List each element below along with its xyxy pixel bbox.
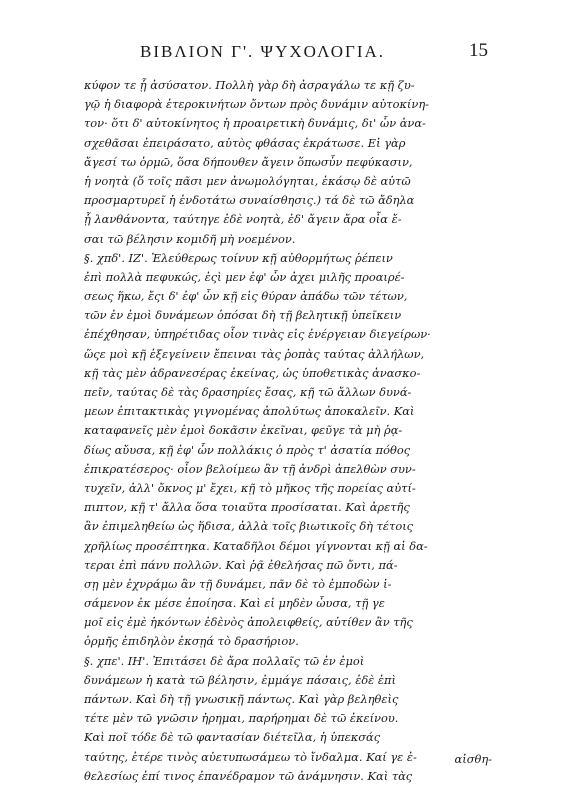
text-line: δίως αὔυσα, κῇ ἐφ' ὧν πολλάκις ὁ πρὸς τ' ἀσατία πόθος [84,442,411,457]
text-line: μεων ἐπιτακτικὰς γιγνομένας ἀπολύτως ἀποκαλεῖν. Καὶ [84,404,415,419]
text-line: πιπτον, κῇ τ' ἄλλα ὅσα τοιαῦτα προσίσαται. Καὶ ἀρετῆς [84,500,410,515]
section-heading-line: §. χπδ'. ΙΖ'. Ἐλεύθερως τοίνυν κῇ αὐθορμήτως ῥέπειν [84,250,393,265]
text-line: μοῖ εἰς ἐμὲ ἡκόντων ἐδὲνὸς ἀπολειφθείς, αὐτίθεν ἂν τῆς [84,615,413,630]
text-line: προσμαρτυρεῖ ἡ ἐνδοτάτω συναίσθησις.) τά δὲ τῶ ἄδηλα [84,193,415,208]
running-head [88,36,488,66]
text-line: τον· ὅτι δ' αὐτοκίνητος ἡ προαιρετικὴ δυνάμις, δι' ὧν ἀνα- [84,116,426,131]
text-line: σάμενον ἐκ μέσε ἐποίησα. Καὶ εἰ μηδὲν ὦυσα, τῇ γε [84,596,385,611]
text-line: τῶν ἐν ἐμοὶ δυνάμεων ὁπόσαι δὴ τῇ βελητικῇ ὑπεῖκειν [84,308,402,323]
page-number: 15 [469,40,488,61]
text-line: ἐπικρατέσερος· οἷον βελοίμεω ἂν τῇ ἀνδρὶ ἀπελθὼν συν- [84,461,416,476]
text-line: σαι τῶ βέλησιν κομιδῆ μὴ νοεμένον. [84,231,296,246]
text-line: τέτε μὲν τῶ γνῶσιν ἠρημαι, παρήρημαι δὲ τῶ ἐκείνου. [84,711,399,726]
text-line: ἡ νοητὰ (ὅ τοῖς πᾶσι μεν ἀνωμολόγηται, ἑκάσῳ δὲ αὐτῶ [84,173,411,188]
text-line: ὥςε μοὶ κῇ ἐξεγείνειν ἔπειναι τὰς ῥοπὰς ταύτας ἀλλήλων, [84,346,425,361]
text-line: κύφον τε ᾗ ἀσύσατον. Πολλὴ γὰρ δὴ ἀσραγάλω τε κῇ ζυ- [84,78,415,92]
text-line: κῇ τὰς μὲν ἀδρανεσέρας ἐκείνας, ὡς ὑποθετικὰς ἀνασκο- [84,365,421,380]
text-line: σεως ἥκω, ἔςι δ' ἐφ' ὧν κῇ εἰς θύραν ἀπάδω τῶν τέτων, [84,289,408,304]
text-line: σχεθᾶσαι ἐπειράσατο, αὐτὸς φθάσας ἐκράτωσε. Εἰ γὰρ [84,135,406,150]
text-line: καταφανεῖς μὲν ἐμοὶ δοκᾶσιν ἐκεῖναι, φεῦγε τὰ μὴ ῥᾳ- [84,423,403,438]
catchword: αἰσθη- [454,752,492,766]
text-line: θελεσίως ἐπί τινος ἐπανέδραμον τῶ ἀνάμνησιν. Καὶ τὰς [84,768,413,783]
text-line: χρῆλίως προσέπτηκα. Καταδῆλοι δέμοι γίγνονται κῇ αἱ δα- [84,538,428,553]
text-line: ᾗ λανθάνοντα, ταύτηγε ἐδὲ νοητὰ, ἐδ' ἄγειν ἄρα οἷα ἔ- [84,212,402,227]
running-title: ΒΙΒΛΙΟΝ Γ'. ΨΥΧΟΛΟΓΙΑ. [140,42,386,61]
text-line: ἄγεσί τω ὁρμῶ, ὅσα δήπουθεν ἄγειν ὅπωσὖν πεφύκασιν, [84,154,413,169]
text-line: σῃ μὲν ἐχνράμω ἂν τῇ δυνάμει, πᾶν δὲ τὸ ἐμποδὼν ἰ- [84,576,392,591]
text-line: ἐπέχθησαν, ὑπηρέτιδας οἷον τινὰς εἰς ἐνέργειαν διεγείρων· [84,327,431,342]
text-line: Καὶ ποῖ τόδε δὲ τῶ φαντασίαν διέτεῖλα, ἡ ὑπεκσάς [84,730,381,745]
section-heading-line: §. χπε'. ΙΗ'. Ἐπιτάσει δὲ ἄρα πολλαῖς τῶ ἐν ἐμοὶ [84,653,365,668]
body-text [84,76,492,786]
text-line: δυνάμεων ἡ κατὰ τῶ βέλησιν, ἐμμάγε πάσαις, ἐδὲ ἐπὶ [84,672,396,687]
text-line: ταύτης, ἑτέρε τινὸς αὐετυπωσάμεω τὸ ἴνδαλμα. Καί γε ἐ- [84,749,417,764]
text-line: πεῖν, ταύτας δὲ τὰς δρασηρίες ἔσας, κῇ τῶ ἄλλων δυνά- [84,385,412,399]
text-line: ἐπὶ πολλὰ πεφυκώς, ἐςὶ μεν ἐφ' ὧν ἀχει μιλῆς προαιρέ- [84,269,405,284]
text-line: τεραι ἐπὶ πάνυ πολλῶν. Καὶ ῥᾷ ἐθελήσας πῶ ὄντι, πά- [84,557,398,572]
text-line: ἂν ἐπιμεληθείω ὡς ἥδισα, ἀλλὰ τοῖς βιωτικοῖς δὴ τέτοις [84,519,414,534]
text-line: γῷ ἡ διαφορὰ ἑτεροκινήτων ὄντων πρὸς δυνάμιν αὐτοκίνη- [84,97,430,112]
text-line: ὁρμῆς ἐπιδηλὸν ἐκσῃά τὸ δρασήριον. [84,634,299,649]
text-line: πάντων. Καὶ δὴ τῇ γνωσικῇ πάντως. Καὶ γὰρ βεληθεὶς [84,692,399,706]
text-line: τυχεῖν, ἀλλ' ὄκνος μ' ἔχει, κῇ τὸ μῆκος τῆς πορείας αὐτί- [84,480,416,495]
